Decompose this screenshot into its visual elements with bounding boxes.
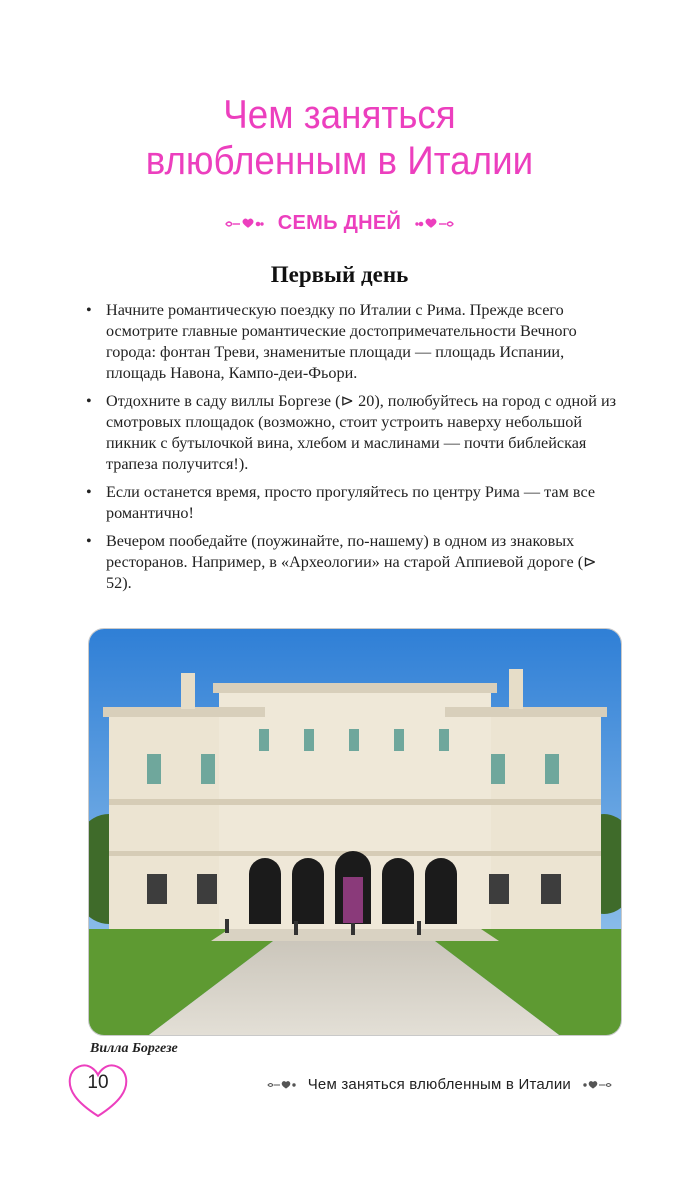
day-heading: Первый день	[270, 262, 409, 287]
list-item: • Отдохните в саду виллы Боргезе (⊳ 20), полюбуйтесь на город с одной из смотровых площадок (возможно, стоит устроить наверху небольшой пикник с бутылочкой вина, хлебом и маслинами — почти библейская трапеза получится!).	[86, 391, 626, 475]
heart-flourish-icon-left	[224, 214, 264, 234]
running-title: Чем заняться влюбленным в Италии	[307, 1076, 571, 1093]
page-title	[27, 92, 652, 184]
bullet-list	[86, 300, 626, 601]
page-title-line-2: влюбленным в Италии	[145, 139, 534, 183]
list-item: • Если останется время, просто прогуляйтесь по центру Рима — там все романтично!	[86, 482, 626, 524]
section-header	[0, 212, 679, 235]
heart-flourish-icon-right	[415, 214, 455, 234]
villa-illustration	[89, 629, 621, 1035]
heart-flourish-icon-footer-left	[266, 1078, 298, 1092]
photo-caption: Вилла Боргезе	[90, 1041, 178, 1056]
page-number: 10	[87, 1072, 109, 1093]
page-title-line-1: Чем заняться	[223, 93, 456, 137]
running-footer	[266, 1076, 613, 1093]
section-label: СЕМЬ ДНЕЙ	[277, 212, 402, 234]
list-item: • Вечером пообедайте (поужинайте, по-нашему) в одном из знаковых ресторанов. Например, в «Археологии» на старой Аппиевой дороге (⊳ 52).	[86, 531, 626, 594]
heart-flourish-icon-footer-right	[581, 1078, 613, 1092]
list-item: • Начните романтическую поездку по Италии с Рима. Прежде всего осмотрите главные романтические достопримечательности Вечного города: фонтан Треви, знаменитые площади — площадь Испании, площадь Навона, Кампо-деи-Фьори.	[86, 300, 626, 384]
villa-borghese-photo	[88, 628, 622, 1036]
